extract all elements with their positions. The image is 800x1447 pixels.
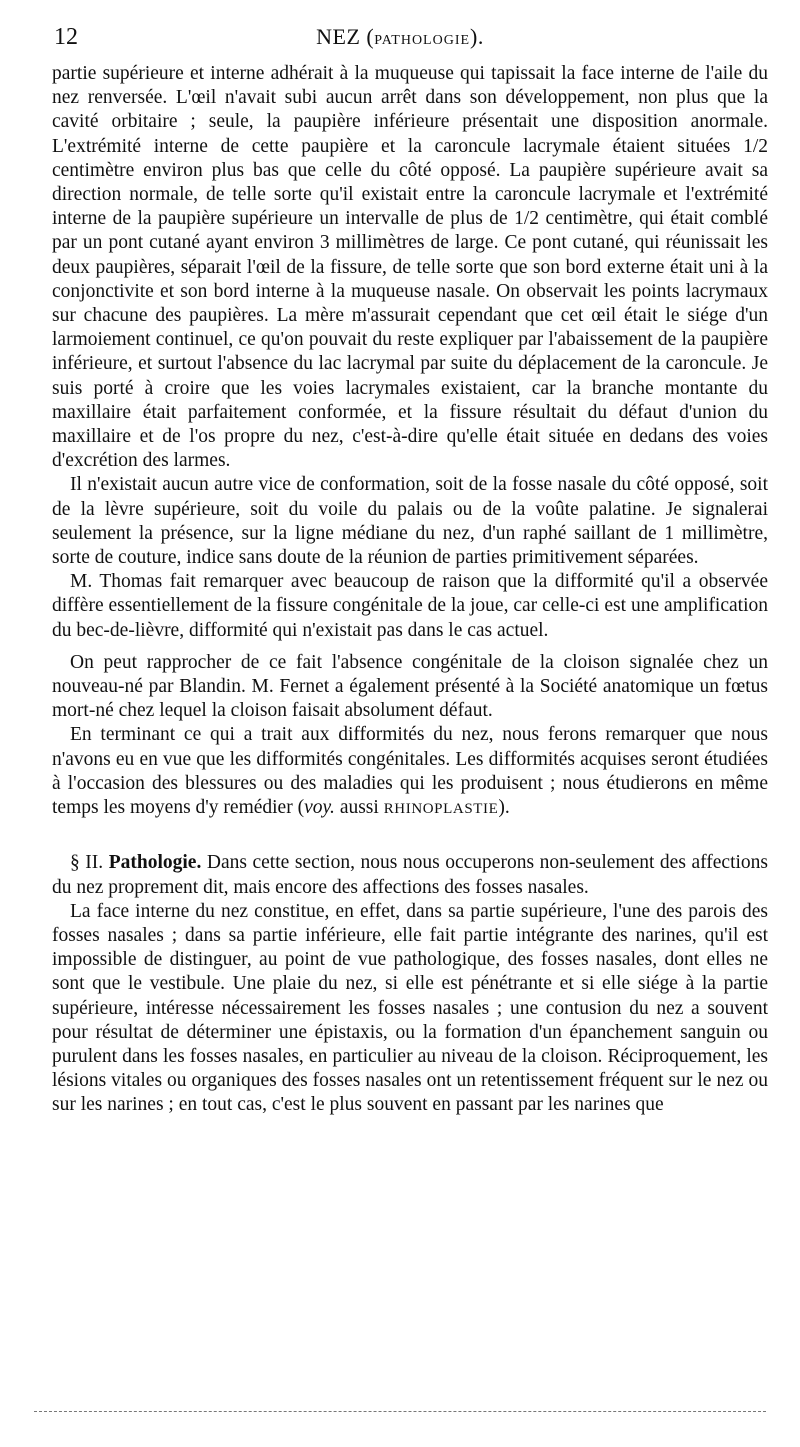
aussi-text: aussi [334,797,384,819]
running-title-close: ). [470,24,484,49]
page-body [52,62,768,1118]
paragraph: partie supérieure et interne adhérait à la muqueuse qui tapissait la face interne de l'aile du nez renversée. L'œil n'avait subi aucun arrêt dans son développement, non plus que la cavité orbitaire ; seule, la paupière inférieure présentait une disposition anormale. L'extrémité interne de cette paupière et la caroncule lacrymale étaient situées 1/2 centimètre environ plus bas que celle du côté opposé. La paupière supérieure avait sa direction normale, de telle sorte qu'il existait entre la caroncule lacrymale et l'extrémité interne de la paupière supérieure un intervalle de plus de 1/2 centimètre, qui était comblé par un pont cutané ayant environ 3 millimètres de large. Ce pont cutané, qui réunissait les deux paupières, séparait l'œil de la fissure, de telle sorte que son bord externe était uni à la conjonctivite et son bord interne à la muqueuse nasale. On observait les points lacrymaux sur chacune des paupières. La mère m'assurait cependant que cet œil était le siége d'un larmoiement continuel, ce qu'on pouvait du reste expliquer par l'abaissement de la paupière inférieure, et surtout l'absence du lac lacrymal par suite du déplacement de la caroncule. Je suis porté à croire que les voies lacrymales existaient, car la branche montante du maxillaire était parfaitement conformée, et la fissure résultait du défaut d'union du maxillaire et de l'os propre du nez, c'est-à-dire qu'elle était située en dedans des voies d'excrétion des larmes. [52,63,768,472]
paragraph: Il n'existait aucun autre vice de conformation, soit de la fosse nasale du côté opposé, soit de la lèvre supérieure, soit du voile du palais ou de la voûte palatine. Je signalerai seulement la présence, sur la ligne médiane du nez, d'un raphé saillant de 1 millimètre, sorte de couture, indice sans doute de la réunion de parties primitivement séparées. [52,474,768,569]
running-header [50,24,750,58]
running-title-sub: PATHOLOGIE [374,33,471,48]
paragraph: M. Thomas fait remarquer avec beaucoup de raison que la difformité qu'il a observée diffère essentiellement de la fissure congénitale de la joue, car celle-ci est une amplification du bec-de-lièvre, difformité qui n'existait pas dans le cas actuel. [52,571,768,641]
paragraph-text: En terminant ce qui a trait aux difformités du nez, nous ferons remarquer que nous n'avons eu en vue que les difformités congénitales. Les difformités acquises seront étudiées à l'occasion des blessures ou des maladies qui les produisent ; nous étudierons en même temps les moyens d'y remédier ( [52,724,768,819]
running-title [50,24,750,50]
section-number: § II. [70,852,104,874]
section-heading-paragraph [52,851,768,899]
section-title: Pathologie. [108,852,202,874]
paragraph: On peut rapprocher de ce fait l'absence congénitale de la cloison signalée chez un nouveau-né par Blandin. M. Fernet a également présenté à la Société anatomique un fœtus mort-né chez lequel la cloison faisait absolument défaut. [52,651,768,722]
page-number: 12 [54,24,78,50]
section-intro: Dans cette section, nous nous occuperons non-seulement des affections du nez proprement dit, mais encore des affections des fosses nasales. [52,852,768,898]
paragraph [52,723,768,821]
paragraph: La face interne du nez constitue, en effet, dans sa partie supérieure, l'une des parois des fosses nasales ; dans sa partie inférieure, elle fait partie intégrante des narines, qu'il est impossible de distinguer, au point de vue pathologique, des fosses nasales, dont elles ne sont que le vestibule. Une plaie du nez, si elle est pénétrante et si elle siége à la partie supérieure, intéresse nécessairement les fosses nasales ; une contusion du nez a souvent pour résultat de déterminer une épistaxis, ou la formation d'un épanchement sanguin ou purulent dans les fosses nasales, en particulier au niveau de la cloison. Réciproquement, les lésions vitales ou organiques des fosses nasales ont un retentissement fréquent sur le nez ou sur les narines ; en tout cas, c'est le plus souvent en passant par les narines que [52,900,768,1116]
running-title-open: ( [360,24,375,49]
paragraph-end: ). [498,797,510,819]
footer-rule [34,1411,766,1412]
voy-abbreviation: voy. [304,797,335,819]
running-title-main: NEZ [316,24,361,49]
cross-reference: RHINOPLASTIE [383,801,499,818]
